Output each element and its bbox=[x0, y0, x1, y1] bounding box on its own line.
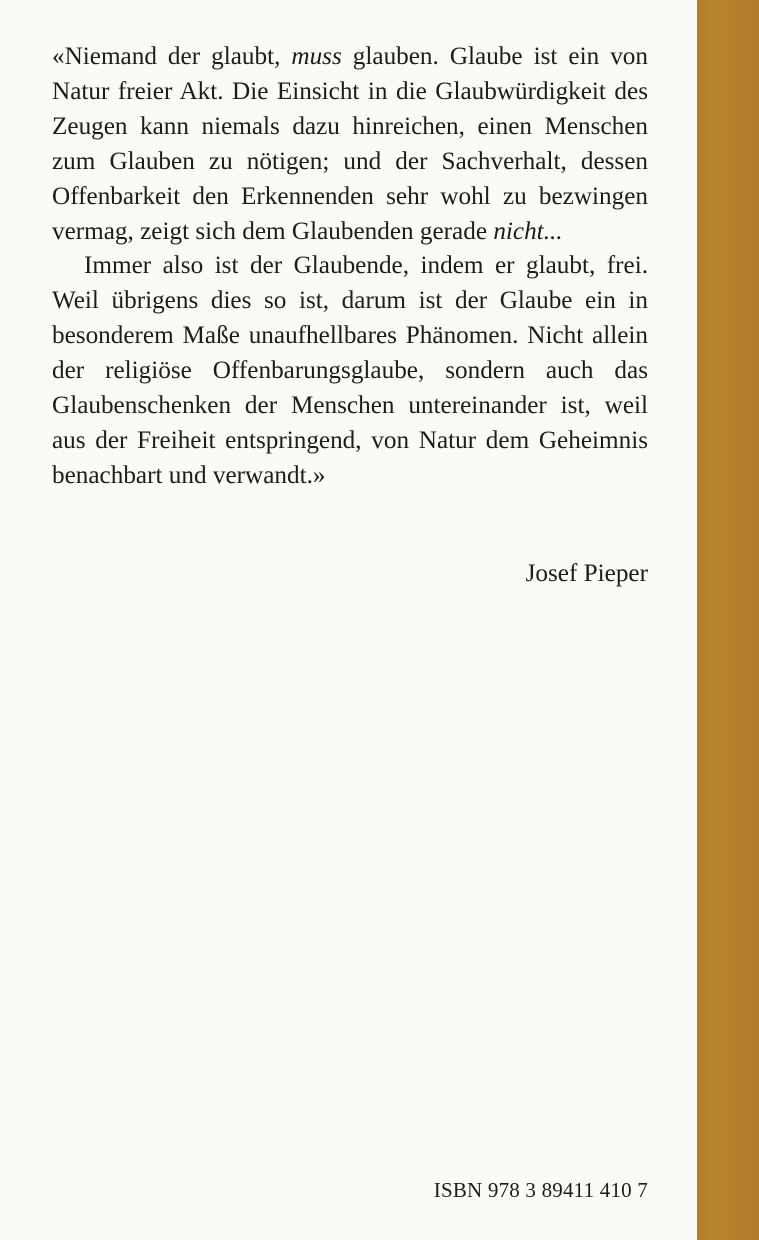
quote-paragraph-1 bbox=[52, 40, 648, 249]
quote-p1-emphasis-muss: muss bbox=[291, 43, 342, 70]
quote-p1-text-b: glauben. Glaube ist ein von Natur freier Akt. Die Einsicht in die Glaubwürdigkeit des Zeugen kann niemals dazu hinreichen, einen Menschen zum Glauben zu nötigen; und der Sachverhalt, dessen Offenbarkeit den Erkennenden sehr wohl zu bezwingen vermag, zeigt sich dem Glaubenden gerade bbox=[52, 43, 648, 245]
quote-paragraph-2 bbox=[52, 249, 648, 493]
quote-p1-ellipsis: ... bbox=[543, 217, 563, 245]
quote-block bbox=[52, 40, 648, 494]
spine-color-band bbox=[697, 0, 759, 1240]
quote-open-mark: « bbox=[52, 43, 65, 70]
quote-p1-emphasis-nicht: nicht bbox=[493, 217, 544, 245]
quote-close-mark: » bbox=[312, 461, 326, 489]
quote-p1-text-a: Niemand der glaubt, bbox=[64, 43, 292, 70]
quote-author: Josef Pieper bbox=[525, 560, 648, 587]
quote-p2-text: Immer also ist der Glaubende, indem er glaubt, frei. Weil übrigens dies so ist, darum ist der Glaube ein in besonderem Maße unaufhellbares Phänomen. Nicht allein der religiöse Offenbarungsglaube, sondern auch das Glaubenschenken der Menschen untereinander ist, weil aus der Freiheit entspringend, von Natur dem Geheimnis benachbart und verwandt. bbox=[52, 252, 648, 489]
isbn-number: ISBN 978 3 89411 410 7 bbox=[433, 1178, 648, 1202]
